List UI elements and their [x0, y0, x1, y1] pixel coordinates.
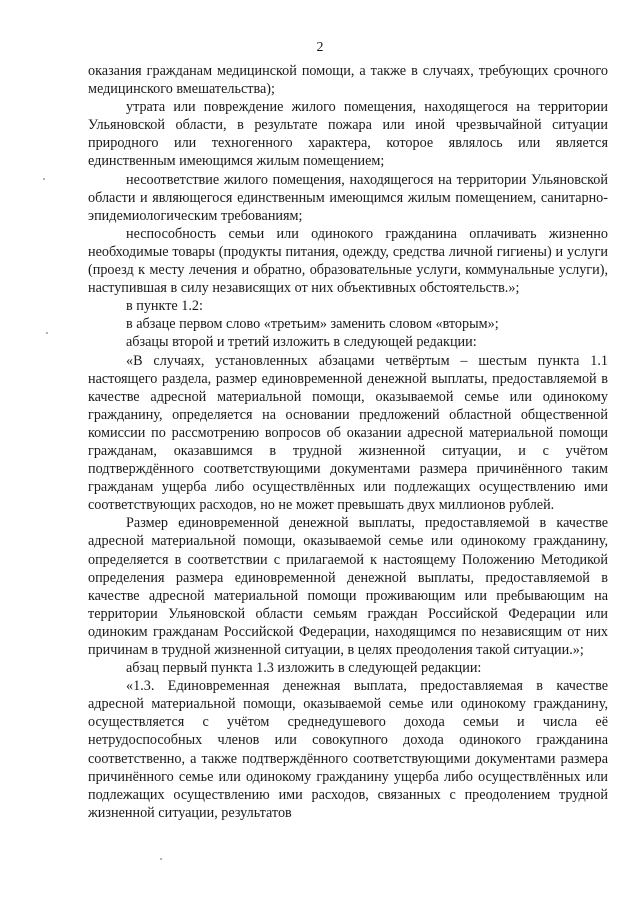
paragraph: Размер единовременной денежной выплаты, предоставляемой в качестве адресной материальной помощи, оказываемой семье или одинокому гражданину, определяется в соответствии с прилагаемой к настоящему Положению Методикой определения размера единовременной денежной выплаты, предоставляемой в качестве адресной материальной помощи проживающим или пребывающим на территории Ульяновской области семьям граждан Российской Федерации или одиноким гражданам Российской Федерации, находящимся по независящим от них причинам в трудной жизненной ситуации, в целях преодоления такой ситуации.»;	[88, 515, 608, 658]
paragraph: в пункте 1.2:	[126, 298, 203, 315]
paragraph: в абзаце первом слово «третьим» заменить словом «вторым»;	[126, 316, 499, 333]
paragraph: оказания гражданам медицинской помощи, а также в случаях, требующих срочного медицинского вмешательства);	[88, 63, 608, 98]
paragraph: абзац первый пункта 1.3 изложить в следующей редакции:	[126, 660, 482, 677]
paragraph: утрата или повреждение жилого помещения, находящегося на территории Ульяновской области, в результате пожара или иной чрезвычайной ситуации природного или техногенного характера, которое являлось или является единственным имеющимся жилым помещением;	[88, 99, 608, 170]
scan-speck	[160, 858, 162, 860]
scan-speck	[43, 178, 45, 180]
page-number: 2	[316, 40, 324, 55]
paragraph: несоответствие жилого помещения, находящегося на территории Ульяновской области и являющегося единственным имеющимся жилым помещением, санитарно-эпидемиологическим требованиям;	[88, 171, 608, 224]
paragraph: неспособность семьи или одинокого гражданина оплачивать жизненно необходимые товары (продукты питания, одежду, средства личной гигиены) и услуги (проезд к месту лечения и обратно, образовательные услуги, коммунальные услуги), наступившая в силу независящих от них объективных обстоятельств.»;	[88, 225, 608, 297]
document-body	[88, 62, 608, 822]
paragraph: «1.3. Единовременная денежная выплата, предоставляемая в качестве адресной материальной помощи, оказываемой семье или одинокому гражданину, осуществляется с учётом среднедушевого дохода семьи и числа её нетрудоспособных членов или совокупного дохода одинокого гражданина соответственно, а также подтверждённого соответствующими документами размера причинённого семье или одинокому гражданину ущерба либо осуществлённых или подлежащих осуществлению ими расходов, связанных с преодолением трудной жизненной ситуации, результатов	[88, 678, 608, 821]
paragraph: «В случаях, установленных абзацами четвёртым – шестым пункта 1.1 настоящего раздела, размер единовременной денежной выплаты, предоставляемой в качестве адресной материальной помощи, оказываемой семье или одинокому гражданину, определяется на основании предложений областной общественной комиссии по рассмотрению вопросов об оказании адресной материальной помощи гражданам, оказавшимся в трудной жизненной ситуации, и с учётом подтверждённого соответствующими документами размера причинённого таким гражданам ущерба либо осуществлённых или подлежащих осуществлению ими соответствующих расходов, но не может превышать двух миллионов рублей.	[88, 352, 608, 514]
scan-speck	[46, 332, 48, 334]
paragraph: абзацы второй и третий изложить в следующей редакции:	[126, 334, 477, 351]
